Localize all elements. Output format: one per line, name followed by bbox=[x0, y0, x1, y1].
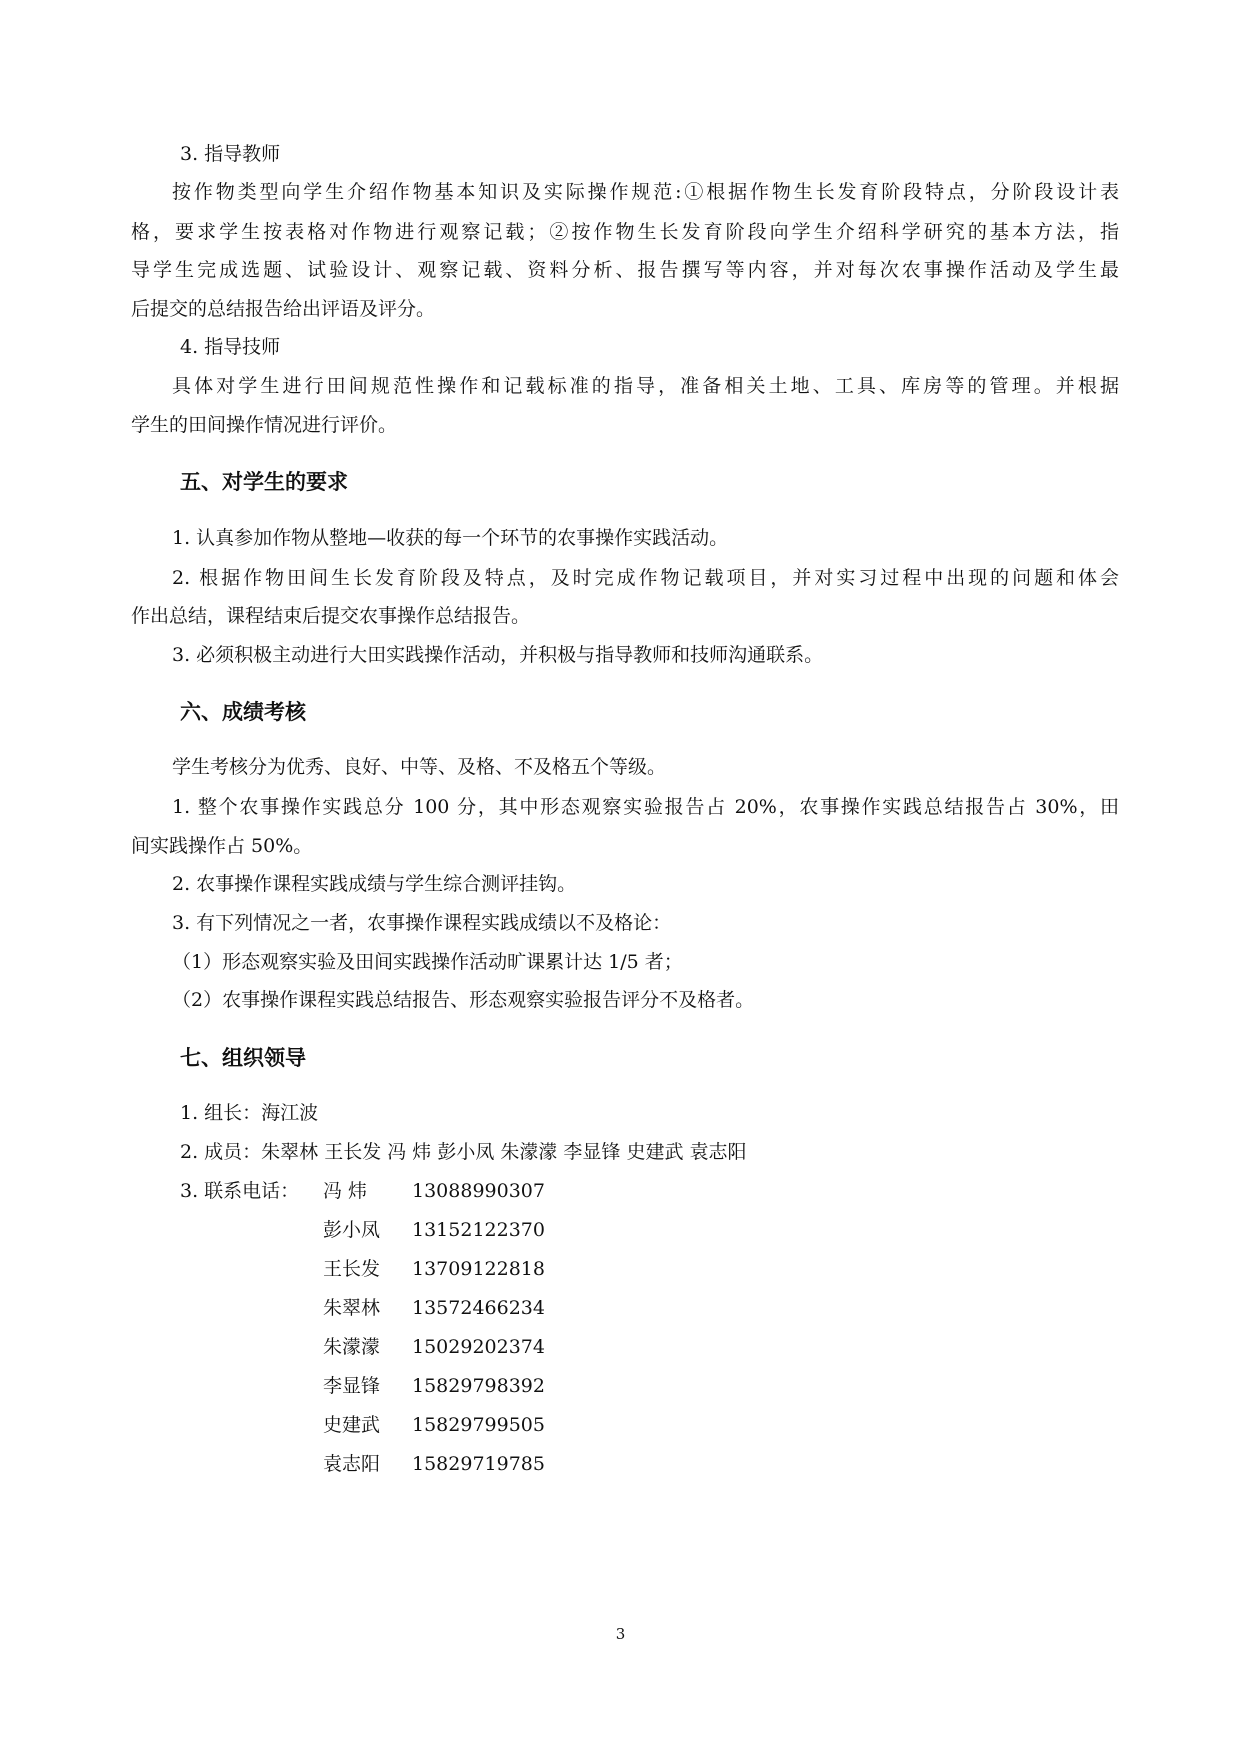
paragraph-line: 按作物类型向学生介绍作物基本知识及实际操作规范:①根据作物生长发育阶段特点，分阶段设计表 bbox=[172, 181, 1119, 203]
contact-phone: 13572466234 bbox=[412, 1297, 545, 1319]
section-heading: 六、成绩考核 bbox=[180, 700, 306, 724]
contact-phone: 15829798392 bbox=[412, 1375, 545, 1397]
members-line: 2. 成员：朱翠林 王长发 冯 炜 彭小凤 朱濛濛 李显锋 史建武 袁志阳 bbox=[180, 1141, 747, 1163]
contact-name: 李显锋 bbox=[323, 1375, 381, 1397]
list-item: 3. 有下列情况之一者，农事操作课程实践成绩以不及格论： bbox=[172, 912, 672, 934]
contact-phone: 13709122818 bbox=[412, 1258, 545, 1280]
contact-phone: 13088990307 bbox=[412, 1180, 545, 1202]
list-item: 3. 必须积极主动进行大田实践操作活动，并积极与指导教师和技师沟通联系。 bbox=[172, 644, 824, 666]
page-number: 3 bbox=[615, 1625, 626, 1643]
subsection-title: 3. 指导教师 bbox=[180, 143, 281, 165]
contact-name: 王长发 bbox=[323, 1258, 381, 1280]
contact-phone: 15029202374 bbox=[412, 1336, 545, 1358]
paragraph-line: 导学生完成选题、试验设计、观察记载、资料分析、报告撰写等内容，并对每次农事操作活动及学生最 bbox=[131, 259, 1119, 281]
contact-name: 朱翠林 bbox=[323, 1297, 381, 1319]
subsection-title: 4. 指导技师 bbox=[180, 336, 281, 358]
contact-label: 3. 联系电话： bbox=[180, 1180, 300, 1202]
contact-name: 袁志阳 bbox=[323, 1453, 381, 1475]
leader-line: 1. 组长：海江波 bbox=[180, 1102, 319, 1124]
paragraph-line: 作出总结，课程结束后提交农事操作总结报告。 bbox=[131, 605, 531, 627]
paragraph-line: 具体对学生进行田间规范性操作和记载标准的指导，准备相关土地、工具、库房等的管理。并根据 bbox=[172, 375, 1119, 397]
paragraph-line: 后提交的总结报告给出评语及评分。 bbox=[131, 298, 436, 320]
contact-name: 朱濛濛 bbox=[323, 1336, 381, 1358]
paragraph-line: 格，要求学生按表格对作物进行观察记载；②按作物生长发育阶段向学生介绍科学研究的基本方法，指 bbox=[131, 221, 1119, 243]
paragraph-line: 学生的田间操作情况进行评价。 bbox=[131, 414, 398, 436]
list-item: （2）农事操作课程实践总结报告、形态观察实验报告评分不及格者。 bbox=[172, 989, 755, 1011]
section-heading: 五、对学生的要求 bbox=[180, 470, 348, 494]
list-item: 2. 根据作物田间生长发育阶段及特点，及时完成作物记载项目，并对实习过程中出现的问题和体会 bbox=[172, 567, 1119, 589]
contact-name: 史建武 bbox=[323, 1414, 381, 1436]
contact-name: 彭小凤 bbox=[323, 1219, 381, 1241]
paragraph-line: 间实践操作占 50%。 bbox=[131, 835, 313, 857]
list-item: 2. 农事操作课程实践成绩与学生综合测评挂钩。 bbox=[172, 873, 577, 895]
list-item: （1）形态观察实验及田间实践操作活动旷课累计达 1/5 者； bbox=[172, 951, 683, 973]
contact-phone: 15829799505 bbox=[412, 1414, 545, 1436]
contact-phone: 15829719785 bbox=[412, 1453, 545, 1475]
list-item: 1. 认真参加作物从整地—收获的每一个环节的农事操作实践活动。 bbox=[172, 527, 729, 549]
list-item: 1. 整个农事操作实践总分 100 分，其中形态观察实验报告占 20%，农事操作实践总结报告占 30%，田 bbox=[172, 796, 1119, 818]
section-heading: 七、组织领导 bbox=[180, 1046, 306, 1070]
contact-phone: 13152122370 bbox=[412, 1219, 545, 1241]
contact-name: 冯 炜 bbox=[323, 1180, 368, 1202]
paragraph-line: 学生考核分为优秀、良好、中等、及格、不及格五个等级。 bbox=[172, 756, 667, 778]
